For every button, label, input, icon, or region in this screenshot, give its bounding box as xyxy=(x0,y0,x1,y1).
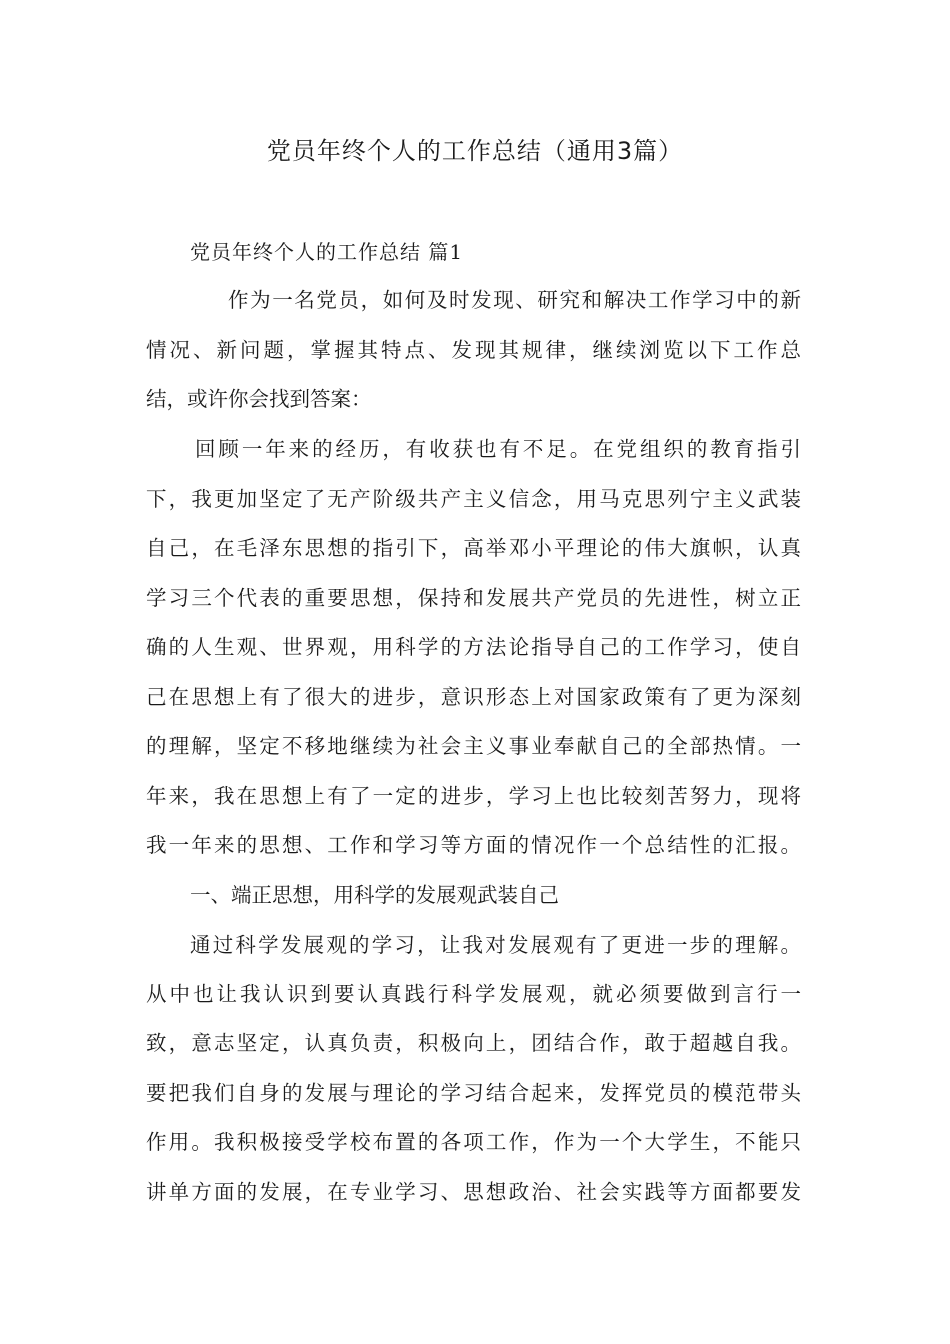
paragraph-line: 讲单方面的发展，在专业学习、思想政治、社会实践等方面都要发 xyxy=(146,1180,801,1204)
paragraph-line: 下，我更加坚定了无产阶级共产主义信念，用马克思列宁主义武装 xyxy=(146,487,801,511)
paragraph-line: 要把我们自身的发展与理论的学习结合起来，发挥党员的模范带头 xyxy=(146,1081,801,1105)
paragraph-line: 作用。我积极接受学校布置的各项工作，作为一个大学生，不能只 xyxy=(146,1130,801,1154)
paragraph-line: 结，或许你会找到答案： xyxy=(146,387,372,411)
paragraph-line: 从中也让我认识到要认真践行科学发展观，就必须要做到言行一 xyxy=(146,982,801,1006)
paragraph-line: 年来，我在思想上有了一定的进步，学习上也比较刻苦努力，现将 xyxy=(146,784,801,808)
paragraph-line: 确的人生观、世界观，用科学的方法论指导自己的工作学习，使自 xyxy=(146,635,801,659)
paragraph-line: 自己，在毛泽东思想的指引下，高举邓小平理论的伟大旗帜，认真 xyxy=(146,536,801,560)
paragraph-line: 的理解，坚定不移地继续为社会主义事业奉献自己的全部热情。一 xyxy=(146,734,801,758)
document-title: 党员年终个人的工作总结（通用3篇） xyxy=(266,137,684,165)
paragraph-line: 情况、新问题，掌握其特点、发现其规律，继续浏览以下工作总 xyxy=(146,338,801,362)
section-heading: 党员年终个人的工作总结 篇1 xyxy=(190,240,464,264)
paragraph-line: 回顾一年来的经历，有收获也有不足。在党组织的教育指引 xyxy=(195,437,801,461)
paragraph-line: 通过科学发展观的学习，让我对发展观有了更进一步的理解。 xyxy=(190,933,801,957)
paragraph-line: 我一年来的思想、工作和学习等方面的情况作一个总结性的汇报。 xyxy=(146,833,801,857)
section-subheading: 一、端正思想，用科学的发展观武装自己 xyxy=(190,883,559,907)
paragraph-line: 学习三个代表的重要思想，保持和发展共产党员的先进性，树立正 xyxy=(146,586,801,610)
paragraph-line: 作为一名党员，如何及时发现、研究和解决工作学习中的新 xyxy=(228,288,801,312)
paragraph-line: 己在思想上有了很大的进步，意识形态上对国家政策有了更为深刻 xyxy=(146,685,801,709)
paragraph-line: 致，意志坚定，认真负责，积极向上，团结合作，敢于超越自我。 xyxy=(146,1031,801,1055)
